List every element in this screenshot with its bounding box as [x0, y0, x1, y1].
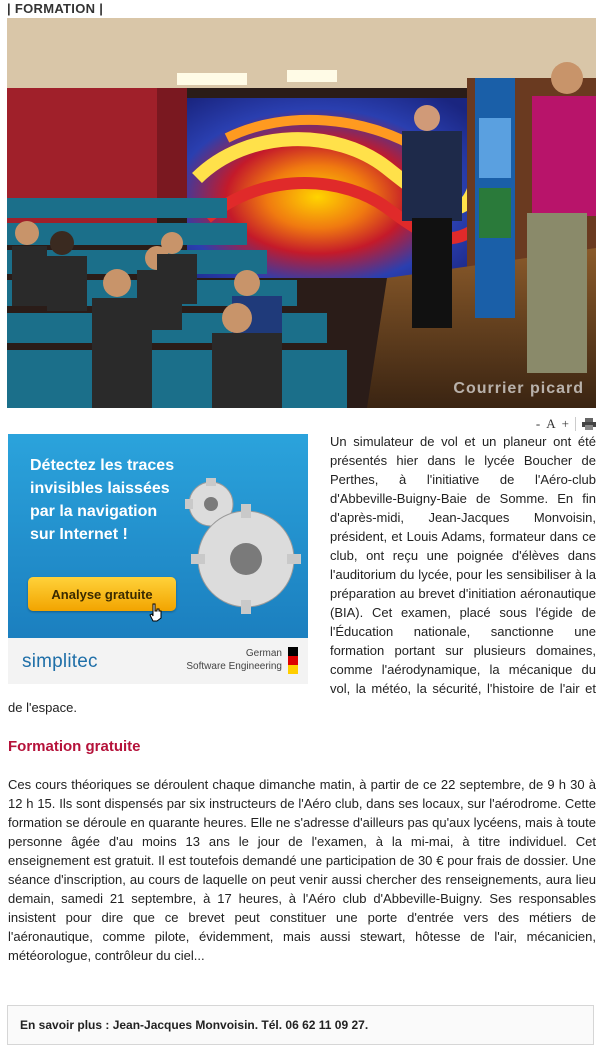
lead-paragraph: Un simulateur de vol et un planeur ont été présentés hier dans le lycée Boucher de Perthes, à l'initiative de l'Aéro-club d'Abbeville-Buigny-Baie de Somme. En fin d'après-midi, Jean-Jacques Monvoisin, président, et Louis Adams, formateur dans ce club, ont reçu une poignée d'élèves dans l'auditorium du lycée, pour les sensibiliser à la préparation au brevet d'initiation aéronautique (BIA). Cet examen, placé sous l'égide de l'Éducation nationale, sanctionne une formation portant sur plusieurs domaines, comme l'aérodynamique, la mécanique du vol, la météo, la sécurité, l'histoire de l'air et de l'espace. — [8, 434, 596, 715]
ad-headline: Détectez les traces invisibles laissées par la navigation sur Internet ! — [30, 457, 175, 543]
article-body: Ces cours théoriques se déroulent chaque dimanche matin, à partir de ce 22 septembre, de 9 h 30 à 12 h 15. Ils sont dispensés par six instructeurs de l'Aéro club, dans ses locaux, sur l'aérodrome. Cette formation se déroule en quarante heures. Elle ne s'adresse d'ailleurs pas qu'aux lycéens, mais à toute personne âgée d'au moins 13 ans le jour de l'examen, à la mi-mai, à titre individuel. Cet enseignement est gratuit. Il est toutefois demandé une participation de 30 € pour frais de dossier. Une séance d'inscription, au cours de laquelle on peut venir aussi chercher des renseignements, aura lieu demain, samedi 21 septembre, à 17 heures, à l'Aéro club d'Abbeville-Buigny. Ses responsables insistent pour dire que ce brevet peut constituer une porte d'entrée vers des métiers de l'aéronautique, comme pilote, évidemment, mais aussi stewart, hôtesse de l'air, mécanicien, météorologue, contrôleur du ciel... — [8, 777, 596, 963]
ad-tagline-line2: Software Engineering — [186, 661, 282, 672]
section-rubric: | FORMATION | — [7, 1, 104, 16]
increase-font-button[interactable]: + — [561, 416, 569, 431]
more-info-box: En savoir plus : Jean-Jacques Monvoisin. Tél. 06 62 11 09 27. — [7, 1005, 594, 1045]
advertisement[interactable] — [8, 434, 308, 684]
german-flag-icon — [288, 647, 298, 674]
printer-icon[interactable] — [582, 418, 596, 430]
ad-tagline-line1: German — [245, 648, 282, 659]
auditorium-photo-illustration — [7, 18, 596, 408]
ad-footer — [8, 638, 308, 684]
ad-banner — [8, 434, 308, 638]
article-subheading: Formation gratuite — [8, 738, 141, 755]
cursor-hand-icon — [148, 602, 164, 622]
ad-brand-logo: simplitec — [22, 651, 98, 672]
photo-credit: Courrier picard — [453, 380, 584, 397]
gears-icon — [166, 474, 306, 624]
article-photo — [7, 18, 596, 408]
font-size-label: A — [546, 416, 556, 431]
decrease-font-button[interactable]: - — [535, 416, 541, 431]
ad-analyse-button[interactable]: Analyse gratuite — [28, 577, 176, 611]
ad-tagline — [186, 647, 282, 673]
divider — [575, 417, 576, 431]
text-tools — [506, 414, 596, 434]
